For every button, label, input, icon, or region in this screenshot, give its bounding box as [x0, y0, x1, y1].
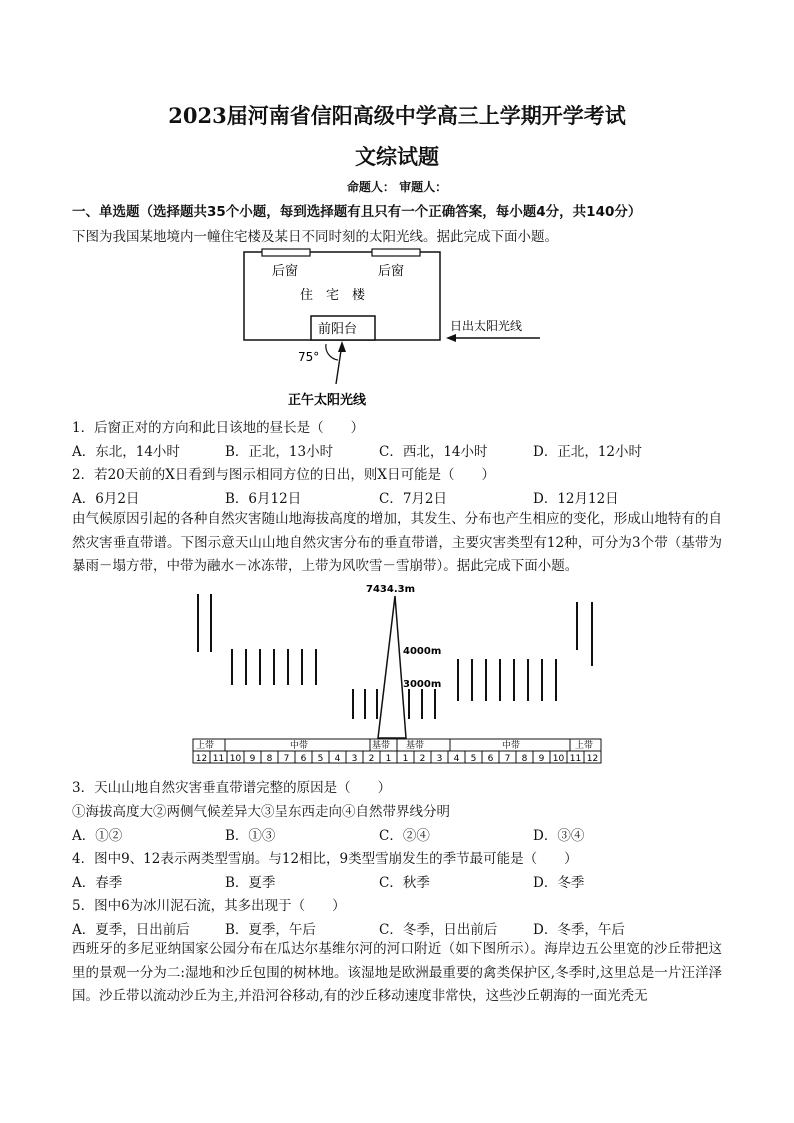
mountain-peak	[378, 596, 406, 738]
q4-option-a: A．春季	[72, 875, 123, 891]
hazard-number: 6	[487, 754, 494, 764]
band-label: 基带	[372, 741, 391, 751]
q2-option-a: A．6月2日	[72, 491, 140, 507]
sunrise-arrowhead	[446, 334, 456, 342]
q5-option-b: B．夏季，午后	[225, 922, 316, 938]
q1-option-c: C．西北，14小时	[379, 444, 488, 460]
hazard-number: 2	[368, 754, 375, 764]
q4-stem: 4．图中9、12表示两类型雪崩。与12相比，9类型雪崩发生的季节最可能是（ ）	[72, 851, 578, 867]
q5-option-c: C．冬季，日出前后	[379, 922, 498, 938]
building-diagram	[240, 244, 560, 412]
q4-option-b: B．夏季	[225, 875, 276, 891]
hazard-number: 10	[552, 754, 565, 764]
rear-window-left-label: 后窗	[272, 264, 299, 279]
hazard-lines	[198, 594, 592, 719]
q1-stem: 1．后窗正对的方向和此日该地的昼长是（ ）	[72, 420, 365, 436]
rear-window-right	[372, 249, 420, 256]
front-balcony-label: 前阳台	[318, 322, 358, 337]
exam-subtitle: 文综试题	[355, 144, 439, 169]
band-label: 上带	[575, 741, 594, 751]
q3-stem: 3．天山山地自然灾害垂直带谱完整的原因是（ ）	[72, 780, 392, 796]
exam-title: 2023届河南省信阳高级中学高三上学期开学考试	[168, 103, 626, 128]
band-label: 中带	[290, 741, 309, 751]
hazard-number: 10	[229, 754, 242, 764]
hazard-number: 12	[586, 754, 599, 764]
hazard-number: 9	[249, 754, 256, 764]
hazard-number: 5	[470, 754, 477, 764]
hazard-number: 2	[419, 754, 426, 764]
noon-arrowhead	[338, 341, 346, 352]
q3-statements: ①海拔高度大②两侧气候差异大③呈东西走向④自然带界线分明	[72, 804, 450, 820]
hazard-spectrum-diagram	[190, 582, 606, 766]
q1-option-a: A．东北，14小时	[72, 444, 180, 460]
section-heading: 一、单选题（选择题共35个小题，每到选择题有且只有一个正确答案，每小题4分，共140分）	[72, 204, 642, 220]
noon-label: 正午太阳光线	[288, 393, 367, 408]
rear-window-left	[262, 249, 310, 256]
hazard-number: 1	[402, 754, 409, 764]
sunrise-label: 日出太阳光线	[450, 319, 523, 333]
passage-donana: 西班牙的多尼亚纳国家公园分布在瓜达尔基维尔河的河口附近（如下图所示）。海岸边五公里宽的沙丘带把这里的景观一分为二:湿地和沙丘包围的树林地。该湿地是欧洲最重要的禽类保护区,冬季时,这里总是一片汪洋泽国。沙丘带以流动沙丘为主,并沿河谷移动,有的沙丘移动速度非常快，这些沙丘朝海的一面光秃无	[72, 941, 722, 1004]
building-label: 住 宅 楼	[300, 288, 366, 303]
hazard-number: 7	[283, 754, 290, 764]
rear-window-right-label: 后窗	[378, 264, 405, 279]
passage-tianshan: 由气候原因引起的各种自然灾害随山地海拔高度的增加，其发生、分布也产生相应的变化，形成山地特有的自然灾害垂直带谱。下图示意天山山地自然灾害分布的垂直带谱，主要灾害类型有12种，可分为3个带（基带为暴雨－塌方带，中带为融水－冰冻带，上带为风吹雪－雪崩带）。据此完成下面小题。	[72, 511, 722, 574]
angle-arc	[326, 344, 338, 360]
hazard-number: 8	[521, 754, 528, 764]
authors-line: 命题人： 审题人：	[346, 180, 448, 194]
q2-option-d: D．12月12日	[533, 491, 619, 507]
elevation-3000: 3000m	[403, 679, 442, 690]
intro-text: 下图为我国某地境内一幢住宅楼及某日不同时刻的太阳光线。据此完成下面小题。	[72, 229, 558, 245]
q3-option-d: D．③④	[533, 828, 585, 844]
hazard-number: 3	[351, 754, 358, 764]
hazard-number: 7	[504, 754, 511, 764]
q1-option-d: D．正北，12小时	[533, 444, 643, 460]
hazard-number: 12	[195, 754, 208, 764]
q2-option-c: C．7月2日	[379, 491, 448, 507]
hazard-number: 9	[538, 754, 545, 764]
hazard-number: 4	[334, 754, 341, 764]
q4-option-d: D．冬季	[533, 875, 585, 891]
hazard-number: 11	[212, 754, 225, 764]
band-label: 基带	[406, 741, 425, 751]
hazard-number: 6	[300, 754, 307, 764]
band-label: 上带	[196, 741, 215, 751]
q5-stem: 5．图中6为冰川泥石流，其多出现于（ ）	[72, 898, 346, 914]
q3-option-a: A．①②	[72, 828, 123, 844]
hazard-number: 4	[453, 754, 460, 764]
q3-option-c: C．②④	[379, 828, 430, 844]
peak-label: 7434.3m	[366, 584, 416, 595]
hazard-number: 11	[569, 754, 582, 764]
band-label: 中带	[502, 741, 521, 751]
angle-label: 75°	[298, 350, 320, 364]
q5-option-a: A．夏季，日出前后	[72, 922, 190, 938]
hazard-number: 3	[436, 754, 443, 764]
elevation-4000: 4000m	[403, 646, 442, 657]
q3-option-b: B．①③	[225, 828, 276, 844]
q5-option-d: D．冬季，午后	[533, 922, 625, 938]
q2-option-b: B．6月12日	[225, 491, 302, 507]
hazard-number: 8	[266, 754, 273, 764]
hazard-number: 1	[385, 754, 392, 764]
q2-stem: 2．若20天前的X日看到与图示相同方位的日出，则X日可能是（ ）	[72, 467, 495, 483]
hazard-number: 5	[317, 754, 324, 764]
q1-option-b: B．正北，13小时	[225, 444, 334, 460]
q4-option-c: C．秋季	[379, 875, 430, 891]
